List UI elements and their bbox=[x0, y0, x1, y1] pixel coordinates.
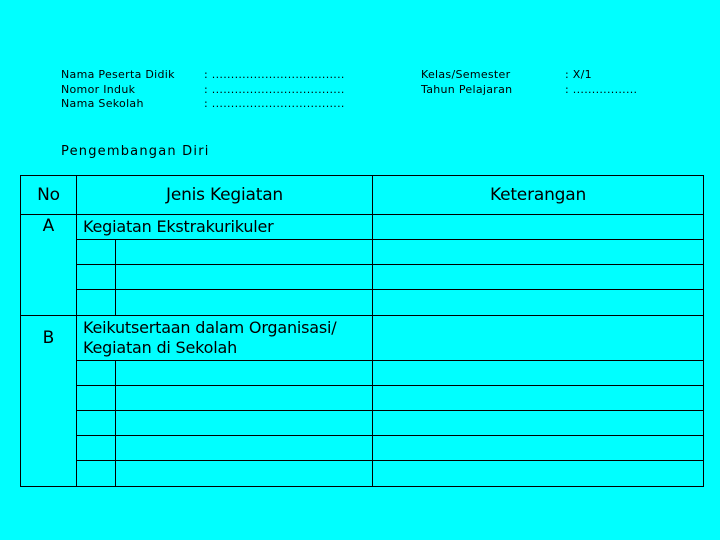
row-number-cell[interactable] bbox=[77, 290, 116, 316]
table-row bbox=[21, 361, 704, 386]
column-header-activity: Jenis Kegiatan bbox=[77, 176, 373, 215]
academic-year-label: Tahun Pelajaran bbox=[421, 82, 513, 96]
row-number-cell[interactable] bbox=[77, 361, 116, 386]
section-b-title: Keikutsertaan dalam Organisasi/ Kegiatan di Sekolah bbox=[77, 316, 373, 361]
row-number-cell[interactable] bbox=[77, 411, 116, 436]
remarks-cell[interactable] bbox=[373, 265, 704, 290]
class-info-values bbox=[565, 68, 637, 97]
row-number-cell[interactable] bbox=[77, 461, 116, 487]
student-info-labels bbox=[61, 68, 175, 112]
activity-cell[interactable] bbox=[116, 290, 373, 316]
activity-cell[interactable] bbox=[116, 461, 373, 487]
table-row bbox=[21, 265, 704, 290]
section-b-letter: B bbox=[21, 316, 77, 487]
remarks-cell[interactable] bbox=[373, 436, 704, 461]
student-name-value: : ................................... bbox=[204, 68, 345, 81]
table-row bbox=[21, 436, 704, 461]
activity-cell[interactable] bbox=[116, 386, 373, 411]
student-id-value: : ................................... bbox=[204, 82, 345, 96]
activity-cell[interactable] bbox=[116, 265, 373, 290]
table-row bbox=[21, 386, 704, 411]
student-id-label: Nomor Induk bbox=[61, 82, 136, 96]
table-row bbox=[21, 240, 704, 265]
section-a-remarks[interactable] bbox=[373, 215, 704, 240]
class-semester-value: : X/1 bbox=[565, 68, 592, 81]
remarks-cell[interactable] bbox=[373, 386, 704, 411]
section-a-row bbox=[21, 215, 704, 240]
remarks-cell[interactable] bbox=[373, 290, 704, 316]
student-name-label: Nama Peserta Didik bbox=[61, 68, 175, 81]
section-b-remarks[interactable] bbox=[373, 316, 704, 361]
column-header-no: No bbox=[21, 176, 77, 215]
row-number-cell[interactable] bbox=[77, 240, 116, 265]
section-a-title: Kegiatan Ekstrakurikuler bbox=[77, 215, 373, 240]
section-b-row bbox=[21, 316, 704, 361]
activity-cell[interactable] bbox=[116, 436, 373, 461]
activity-cell[interactable] bbox=[116, 240, 373, 265]
self-development-table bbox=[20, 175, 704, 487]
activity-cell[interactable] bbox=[116, 361, 373, 386]
row-number-cell[interactable] bbox=[77, 265, 116, 290]
remarks-cell[interactable] bbox=[373, 461, 704, 487]
row-number-cell[interactable] bbox=[77, 436, 116, 461]
table-row bbox=[21, 461, 704, 487]
remarks-cell[interactable] bbox=[373, 240, 704, 265]
class-semester-label: Kelas/Semester bbox=[421, 68, 511, 81]
class-info-labels bbox=[421, 68, 512, 97]
student-info-values bbox=[204, 68, 345, 112]
table-row bbox=[21, 290, 704, 316]
remarks-cell[interactable] bbox=[373, 411, 704, 436]
table-row bbox=[21, 411, 704, 436]
academic-year-value: : ................. bbox=[565, 82, 638, 96]
remarks-cell[interactable] bbox=[373, 361, 704, 386]
school-name-label: Nama Sekolah bbox=[61, 97, 144, 110]
school-name-value: : ................................... bbox=[204, 97, 345, 110]
activity-cell[interactable] bbox=[116, 411, 373, 436]
row-number-cell[interactable] bbox=[77, 386, 116, 411]
section-title: Pengembangan Diri bbox=[61, 144, 210, 159]
table-header-row bbox=[21, 176, 704, 215]
section-a-letter: A bbox=[21, 215, 77, 316]
column-header-remarks: Keterangan bbox=[373, 176, 704, 215]
